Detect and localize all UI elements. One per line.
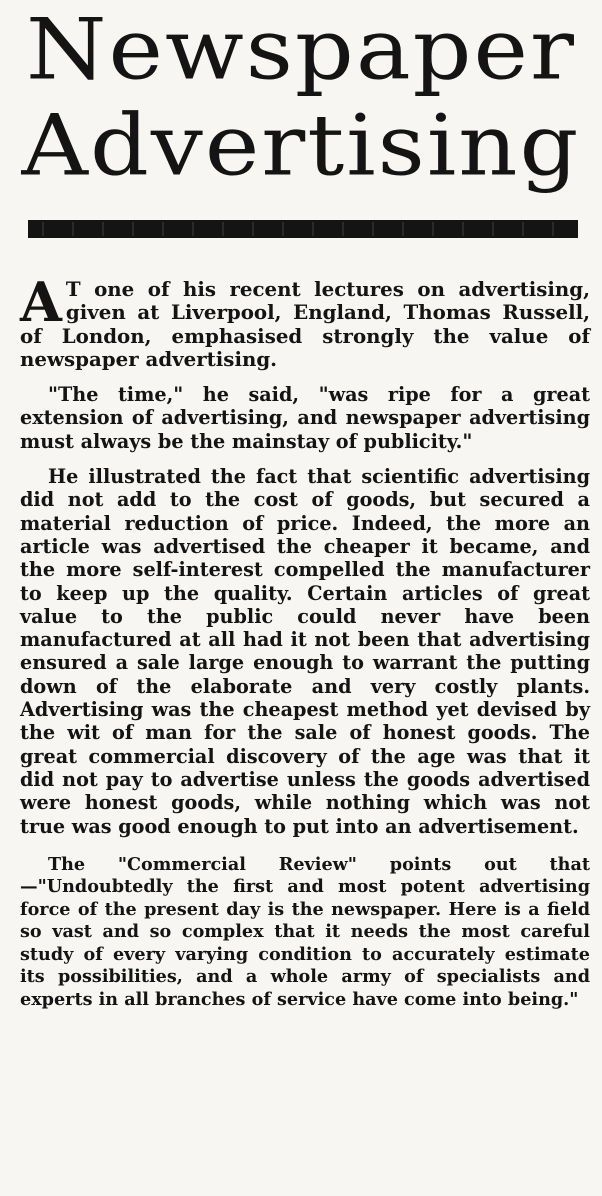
decorative-rule	[28, 220, 578, 238]
headline-line-2: Advertising	[21, 96, 581, 195]
paragraph-3: He illustrated the fact that scientific advertising did not add to the cost of goods, but secured a material reduction of price. Indeed, the more an article was advertised the cheaper it became, and the more self-interest compelled the manufacturer to keep up the quality. Certain articles of great value to the public could never have been manufactured at all had it not been that advertising ensured a sale large enough to warrant the putting down of the elaborate and very costly plants. Advertising was the cheapest method yet devised by the wit of man for the sale of honest goods. The great commercial discovery of the age was that it did not pay to advertise unless the goods advertised were honest goods, while nothing which was not true was good enough to put into an advertisement.	[20, 465, 590, 838]
article-body	[8, 270, 594, 1011]
headline	[8, 0, 594, 195]
paragraph-2: "The time," he said, "was ripe for a great extension of advertising, and newspaper advertising must always be the mainstay of publicity."	[20, 383, 590, 453]
headline-line-1: Newspaper	[26, 0, 576, 99]
paragraph-1: AT one of his recent lectures on advertising, given at Liverpool, England, Thomas Russell, of London, emphasised strongly the value of newspaper advertising.	[20, 270, 590, 371]
paragraph-4: The "Commercial Review" points out that—"Undoubtedly the first and most potent advertising force of the present day is the newspaper. Here is a field so vast and so complex that it needs the most careful study of every varying condition to accurately estimate its possibilities, and a whole army of specialists and experts in all branches of service have come into being."	[20, 853, 590, 1010]
